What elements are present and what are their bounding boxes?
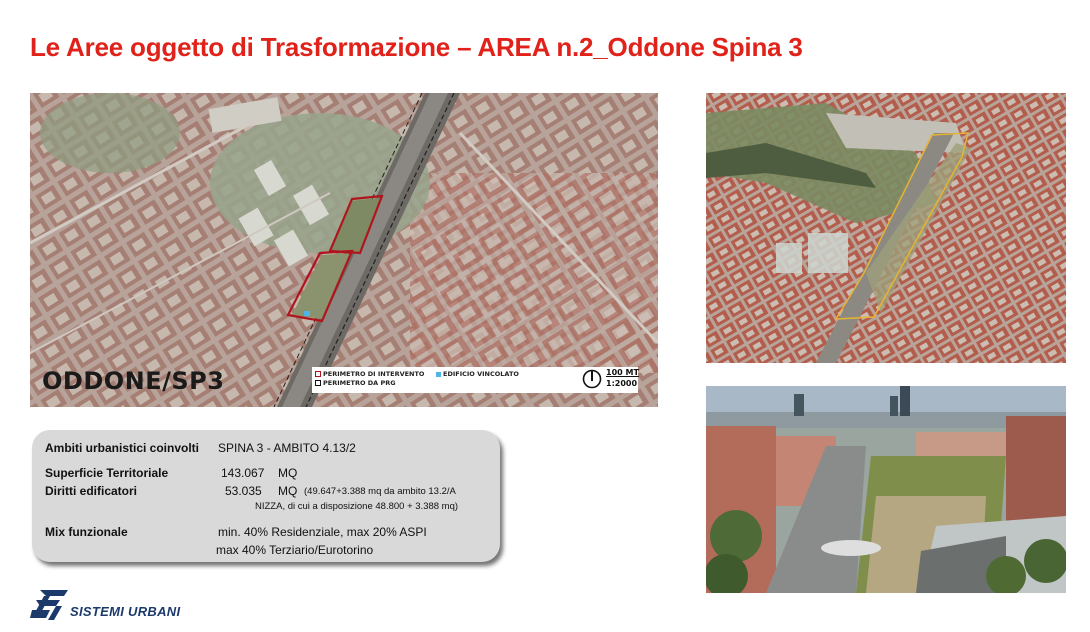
scale-value: 100 MT	[606, 368, 639, 377]
legend-perimetro-intervento: PERIMETRO DI INTERVENTO	[315, 370, 424, 378]
legend-perimetro-prg: PERIMETRO DA PRG	[315, 379, 396, 387]
mix-label: Mix funzionale	[45, 525, 128, 539]
scale-ratio: 1:2000	[606, 379, 638, 388]
diritti-value: 53.035	[225, 484, 262, 498]
mix-line-1: min. 40% Residenziale, max 20% ASPI	[218, 525, 427, 539]
mix-line-2: max 40% Terziario/Eurotorino	[216, 543, 374, 557]
aerial-photo-image	[706, 93, 1066, 363]
sistemi-urbani-logo	[30, 588, 230, 624]
red-swatch-icon	[315, 371, 321, 377]
black-swatch-icon	[315, 380, 321, 386]
superficie-label: Superficie Territoriale	[45, 466, 169, 480]
diritti-note-2: NIZZA, di cui a disposizione 48.800 + 3.388 mq)	[255, 501, 459, 512]
fs-logo-icon	[30, 588, 70, 624]
map-area-label: ODDONE/SP3	[42, 367, 225, 395]
legend-edificio-vincolato: EDIFICIO VINCOLATO	[436, 370, 519, 378]
diritti-label: Diritti edificatori	[45, 484, 138, 498]
diritti-unit: MQ	[278, 484, 298, 498]
map-scale	[582, 369, 644, 391]
superficie-value: 143.067	[221, 466, 265, 480]
ambiti-label: Ambiti urbanistici coinvolti	[45, 441, 200, 455]
info-card	[32, 430, 500, 562]
superficie-unit: MQ	[278, 466, 298, 480]
aerial-photo-overview	[706, 93, 1066, 363]
page-title: Le Aree oggetto di Trasformazione – AREA n.2_Oddone Spina 3	[30, 32, 803, 62]
site-photo-image	[706, 386, 1066, 593]
site-photo-perspective	[706, 386, 1066, 593]
ambiti-value: SPINA 3 - AMBITO 4.13/2	[218, 441, 356, 455]
blue-swatch-icon	[436, 372, 441, 377]
map-imagery	[30, 93, 658, 407]
logo-text: SISTEMI URBANI	[70, 604, 181, 619]
aerial-map	[30, 93, 658, 407]
diritti-note-1: (49.647+3.388 mq da ambito 13.2/A	[304, 486, 456, 497]
north-arrow-icon	[582, 369, 602, 389]
